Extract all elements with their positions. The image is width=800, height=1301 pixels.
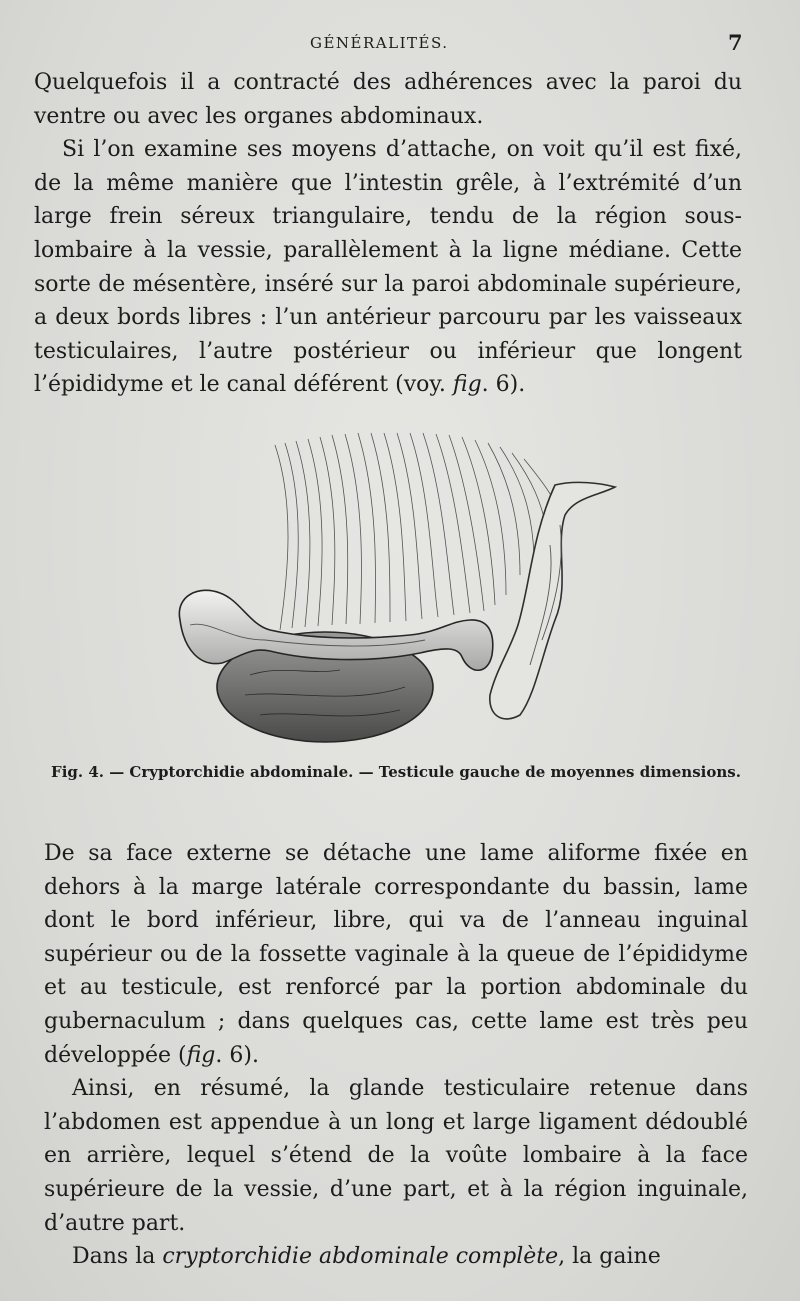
paragraph-complete-cryptorchidism (44, 1240, 748, 1274)
paragraph-summary: Ainsi, en résumé, la glande testiculaire retenue dans l’abdomen est appendue à un long et large ligament dédoublé en arrière, lequel s’étend de la voûte lombaire à la face supérieure de la vessie, d’une part, et à la région inguinale, d’autre part. (44, 1076, 748, 1236)
text-block-top (34, 66, 742, 402)
page-number: 7 (728, 30, 743, 55)
figure-ref-2 (187, 1043, 259, 1068)
running-head (0, 30, 800, 58)
anatomical-figure (170, 425, 630, 745)
paragraph-attachment-text: Si l’on examine ses moyens d’attache, on voit qu’il est fixé, de la même manière que l’intestin grêle, à l’extrémité d’un large frein séreux triangulaire, tendu de la région sous-lombaire à la vessie, parallèlement à la ligne médiane. Cette sorte de mésentère, inséré sur la paroi abdominale supérieure, a deux bords libres : l’un antérieur parcouru par les vaisseaux testiculaires, l’autre postérieur ou inférieur que longent l’épididyme et le canal déférent (voy. (34, 137, 742, 398)
figure-caption: Fig. 4. — Cryptorchidie abdominale. — Testicule gauche de moyennes dimensions. (51, 763, 741, 781)
figure-ref-2-number: . 6). (215, 1042, 259, 1068)
running-title: GÉNÉRALITÉS. (310, 34, 449, 52)
mesentery-fold (275, 433, 562, 630)
paragraph-complete-term: cryptorchidie abdominale complète (162, 1244, 559, 1270)
paragraph-complete-end: , la gaine (558, 1244, 661, 1270)
gubernaculum-lobe (490, 482, 615, 719)
text-block-bottom (44, 837, 748, 1274)
paragraph-attachment (34, 133, 742, 402)
figure-ref-2-abbrev: fig (186, 1042, 216, 1068)
figure-illustration (170, 425, 630, 745)
paragraph-external-face (44, 837, 748, 1072)
paragraph-adhesions: Quelquefois il a contracté des adhérences avec la paroi du ventre ou avec les organes abdominaux. (34, 70, 742, 129)
paragraph-complete-start: Dans la (72, 1244, 163, 1270)
paragraph-external-face-text: De sa face externe se détache une lame aliforme fixée en dehors à la marge latérale correspondante du bassin, lame dont le bord inférieur, libre, qui va de l’anneau inguinal supérieur ou de la fossette vaginale à la queue de l’épididyme et au testicule, est renforcé par la portion abdominale du gubernaculum ; dans quelques cas, cette lame est très peu développée ( (44, 841, 748, 1068)
figure-ref (453, 372, 525, 397)
epididymis (179, 590, 492, 670)
figure-ref-abbrev: fig (452, 372, 482, 398)
figure-ref-number: . 6). (481, 372, 526, 398)
